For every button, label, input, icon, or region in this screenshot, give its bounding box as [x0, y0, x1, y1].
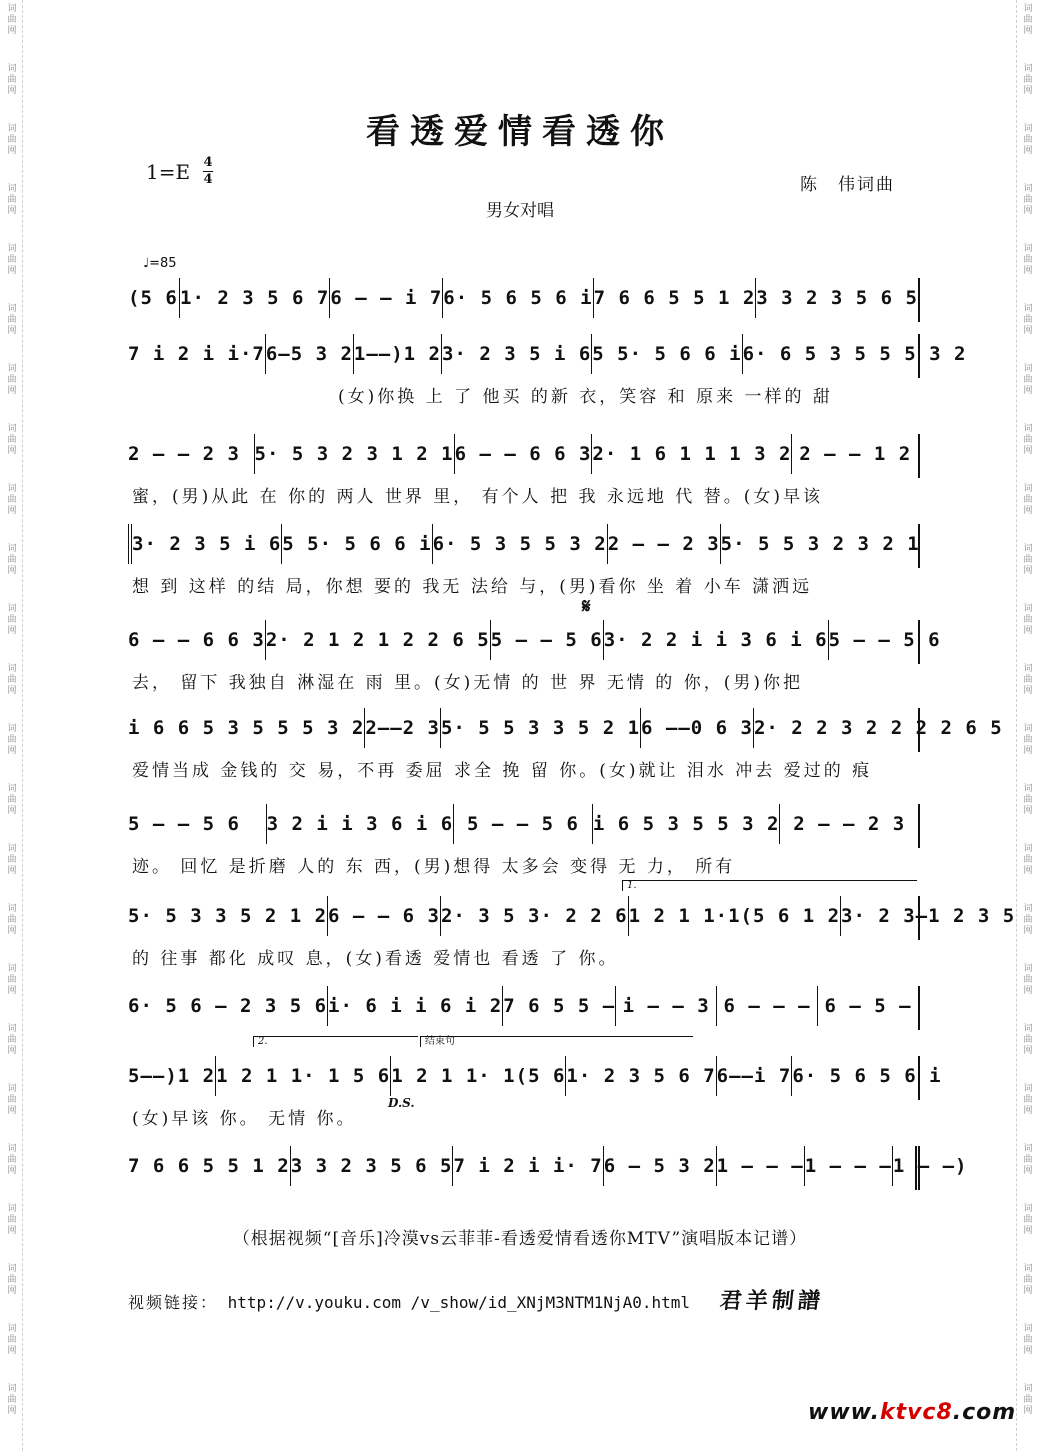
- measure: 2 – – 2 3: [779, 804, 918, 844]
- watermark-text: 词 曲 网: [7, 664, 17, 696]
- lyrics-line: (女)你换 上 了 他买 的新 衣，笑容 和 原来 一样的 甜: [338, 387, 833, 407]
- watermark-text: 词 曲 网: [7, 364, 17, 396]
- volta-first-ending: 1.: [622, 880, 917, 891]
- score-system: [128, 524, 920, 596]
- measure: 1· 2 3 5 6 7: [565, 1056, 715, 1096]
- watermark-text: 词 曲 网: [1023, 484, 1033, 516]
- watermark-text: 词 曲 网: [1023, 664, 1033, 696]
- video-link-label: 视频链接：: [128, 1293, 219, 1312]
- watermark-text: 词 曲 网: [1023, 604, 1033, 636]
- measure-row: [128, 434, 920, 478]
- dal-segno-mark: D.S.: [388, 1096, 415, 1110]
- measure: i – – 3: [615, 986, 716, 1026]
- measure: 3 3 2 3 5 6 5: [755, 278, 918, 318]
- watermark-text: 词 曲 网: [7, 604, 17, 636]
- watermark-text: 词 曲 网: [1023, 724, 1033, 756]
- measure: i 6 5 3 5 5 3 2: [592, 804, 780, 844]
- watermark-text: 词 曲 网: [7, 964, 17, 996]
- watermark-text: 词 曲 网: [1023, 1204, 1033, 1236]
- source-note: （根据视频“[音乐]冷漠vs云菲菲-看透爱情看透你MTV”演唱版本记谱）: [232, 1229, 808, 1249]
- watermark-text: 词 曲 网: [7, 1144, 17, 1176]
- watermark-text: 词 曲 网: [7, 304, 17, 336]
- watermark-text: 词 曲 网: [1023, 1024, 1033, 1056]
- watermark-text: 词 曲 网: [7, 784, 17, 816]
- score-system: [128, 708, 1003, 781]
- lyrics-line: 蜜，(男)从此 在 你的 两人 世界 里， 有个人 把 我 永远地 代 替。(女)早该: [132, 487, 823, 507]
- watermark-text: 词 曲 网: [7, 1384, 17, 1416]
- measure: 1 2 1 1· 1(5 6: [390, 1056, 565, 1096]
- lyrics-line: 爱情当成 金钱的 交 易，不再 委屈 求全 挽 留 你。(女)就让 泪水 冲去 爱过的 痕: [132, 761, 873, 781]
- watermark-text: 词 曲 网: [7, 844, 17, 876]
- lyrics-line: 去， 留下 我独自 淋湿在 雨 里。(女)无情 的 世 界 无情 的 你，(男)你把: [132, 673, 803, 693]
- tempo-marking: ♩=85: [143, 256, 177, 271]
- watermark-text: 词 曲 网: [1023, 184, 1033, 216]
- lyrics-line: (女)早该 你。 无情 你。: [132, 1109, 357, 1129]
- ending-phrase-label: 结束句: [420, 1036, 693, 1047]
- watermark-text: 词 曲 网: [7, 244, 17, 276]
- measure: 7 6 6 5 5 1 2: [128, 1155, 290, 1177]
- measure: 6 ––0 6 3: [640, 708, 753, 748]
- measure: (5 6: [128, 287, 178, 309]
- watermark-text: 词 曲 网: [1023, 244, 1033, 276]
- lyrics-line: 想 到 这样 的结 局，你想 要的 我无 法给 与，(男)看你 坐 着 小车 潇洒远: [132, 577, 813, 597]
- measure: 3· 2 3–1 2 3 5: [840, 896, 1015, 936]
- measure: 2 – – 1 2: [791, 434, 918, 474]
- lyrics-line: 迹。 回忆 是折磨 人的 东 西，(男)想得 太多会 变得 无 力， 所有: [132, 857, 736, 877]
- measure-row: [128, 524, 920, 568]
- watermark-text: 词 曲 网: [1023, 1324, 1033, 1356]
- watermark-text: 词 曲 网: [7, 1084, 17, 1116]
- score-system: [128, 804, 920, 876]
- measure: 6 – – 6 6 3: [454, 434, 592, 474]
- measure: i 6 6 5 3 5 5 5 3 2: [128, 717, 365, 739]
- watermark-text: 词 曲 网: [1023, 1084, 1033, 1116]
- measure-row: [128, 1146, 968, 1190]
- lyrics-line: [128, 1194, 920, 1218]
- watermark-text: 词 曲 网: [7, 904, 17, 936]
- measure: 2––2 3: [364, 708, 440, 748]
- volta-second-ending: 2.: [253, 1036, 418, 1047]
- watermark-text: 词 曲 网: [7, 1204, 17, 1236]
- measure: 5––)1 2: [128, 1065, 216, 1087]
- measure: 7 6 5 5 –: [502, 986, 615, 1026]
- watermark-text: 词 曲 网: [7, 1324, 17, 1356]
- watermark-text: 词 曲 网: [1023, 364, 1033, 396]
- measure: 1 2 1 1· 1 5 6: [215, 1056, 390, 1096]
- measure-row: [128, 986, 920, 1030]
- measure: 2· 1 6 1 1 1 3 2: [591, 434, 791, 474]
- watermark-text: 词 曲 网: [7, 724, 17, 756]
- measure: 6 – – 6 6 3: [128, 629, 265, 651]
- watermark-text: 词 曲 网: [1023, 964, 1033, 996]
- measure: 6· 6 5 3 5 5 5 3 2: [742, 334, 967, 374]
- measure: 6 – 5 3 2: [603, 1146, 716, 1186]
- measure: 1 – –): [892, 1146, 968, 1186]
- measure: i· 6 i i 6 i 2: [327, 986, 502, 1026]
- score-system: [128, 986, 920, 1058]
- measure: 5 – – 5 6: [453, 804, 592, 844]
- measure: 1 – – –: [804, 1146, 892, 1186]
- score-system: [128, 620, 941, 693]
- measure: 3· 2 2 i i 3 6 i 6: [603, 620, 828, 660]
- composer-credit: 陈 伟词曲: [800, 175, 895, 195]
- watermark-text: 词 曲 网: [7, 424, 17, 456]
- measure: 6· 5 6 5 6 i: [791, 1056, 941, 1096]
- score-system: [128, 1146, 968, 1218]
- measure-row: [128, 334, 967, 378]
- watermark-text: 词 曲 网: [1023, 1144, 1033, 1176]
- measure: 1 – – –: [716, 1146, 804, 1186]
- measure: 2 – – 2 3: [128, 443, 240, 465]
- measure: 5 – – 5 6: [490, 620, 603, 660]
- measure-row: [128, 804, 920, 848]
- measure: 7 i 2 i i· 7: [452, 1146, 602, 1186]
- measure: 3· 2 3 5 i 6: [128, 524, 281, 564]
- score-system: [128, 334, 967, 407]
- site-logo: www.ktvc8.com: [808, 1400, 1017, 1425]
- measure: 5 5· 5 6 6 i: [591, 334, 741, 374]
- score-system: [128, 1056, 942, 1129]
- score-system: [128, 896, 1016, 969]
- measure: 5· 5 3 3 5 2 1 2: [128, 905, 328, 927]
- watermark-text: 词 曲 网: [7, 484, 17, 516]
- measure: 5 – – 5 6: [828, 620, 941, 660]
- time-signature-bottom: 4: [203, 172, 213, 187]
- measure-row: [128, 278, 920, 322]
- measure: 2· 3 5 3· 2 2 6: [440, 896, 628, 936]
- watermark-text: 词 曲 网: [1023, 1384, 1033, 1416]
- singers-label: 男女对唱: [486, 201, 554, 221]
- measure: 5· 5 3 2 3 1 2 1: [254, 434, 454, 474]
- measure: 1 2 1 1·1(5 6 1 2: [628, 896, 840, 936]
- measure: 5 5· 5 6 6 i: [281, 524, 431, 564]
- measure: 6 – 5 –: [817, 986, 918, 1026]
- watermark-text: 词 曲 网: [7, 1024, 17, 1056]
- watermark-text: 词 曲 网: [1023, 4, 1033, 36]
- measure: 1· 2 3 5 6 7: [179, 278, 329, 318]
- measure: 5· 5 5 3 3 5 2 1: [440, 708, 640, 748]
- measure: 3 3 2 3 5 6 5: [290, 1146, 453, 1186]
- measure: 3· 2 3 5 i 6: [441, 334, 591, 374]
- watermark-text: 词 曲 网: [7, 1264, 17, 1296]
- key-signature: 1=E: [146, 160, 191, 184]
- measure: 7 6 6 5 5 1 2: [593, 278, 756, 318]
- measure-row: [128, 896, 1016, 940]
- measure: 6· 5 3 5 5 3 2: [432, 524, 607, 564]
- measure: 2 – – 2 3: [607, 524, 720, 564]
- watermark-text: 词 曲 网: [7, 4, 17, 36]
- song-title: 看透爱情看透你: [366, 112, 674, 152]
- watermark-text: 词 曲 网: [7, 64, 17, 96]
- watermark-text: 词 曲 网: [1023, 784, 1033, 816]
- watermark-text: 词 曲 网: [1023, 304, 1033, 336]
- watermark-text: 词 曲 网: [7, 184, 17, 216]
- measure: 5 – – 5 6: [128, 813, 240, 835]
- watermark-text: 词 曲 网: [1023, 544, 1033, 576]
- time-signature-top: 4: [203, 155, 213, 170]
- measure: 2· 2 2 3 2 2 2 2 6 5: [753, 708, 1003, 748]
- measure: 6· 5 6 5 6 i: [442, 278, 592, 318]
- watermark-text: 词 曲 网: [7, 544, 17, 576]
- measure: 1––)1 2: [353, 334, 441, 374]
- measure: 7 i 2 i i·7: [128, 343, 265, 365]
- lyrics-line: 的 往事 都化 成叹 息，(女)看透 爱情也 看透 了 你。: [132, 949, 619, 969]
- measure: 6 – – –: [716, 986, 817, 1026]
- measure: 3 2 i i 3 6 i 6: [266, 804, 454, 844]
- measure: 2· 2 1 2 1 2 2 6 5: [265, 620, 490, 660]
- measure-row: [128, 1056, 942, 1100]
- transcriber-signature: 君羊制譜: [718, 1288, 826, 1314]
- watermark-text: 词 曲 网: [1023, 424, 1033, 456]
- measure-row: [128, 620, 941, 664]
- watermark-text: 词 曲 网: [1023, 64, 1033, 96]
- watermark-text: 词 曲 网: [1023, 124, 1033, 156]
- watermark-text: 词 曲 网: [7, 124, 17, 156]
- measure: 6· 5 6 – 2 3 5 6: [128, 995, 328, 1017]
- measure: 6 – – 6 3: [327, 896, 440, 936]
- time-signature: [203, 156, 213, 187]
- video-link: [128, 1290, 690, 1313]
- measure: 6––i 7: [716, 1056, 792, 1096]
- video-link-url[interactable]: http://v.youku.com /v_show/id_XNjM3NTM1NjA0.html: [227, 1293, 691, 1312]
- score-system: [128, 434, 920, 506]
- measure: 5· 5 5 3 2 3 2 1: [720, 524, 920, 564]
- measure: 6–5 3 2: [265, 334, 353, 374]
- measure: 6 – – i 7: [329, 278, 442, 318]
- segno-sign: 𝄋: [582, 594, 591, 618]
- watermark-text: 词 曲 网: [1023, 1264, 1033, 1296]
- watermark-text: 词 曲 网: [1023, 844, 1033, 876]
- measure-row: [128, 708, 1003, 752]
- watermark-text: 词 曲 网: [1023, 904, 1033, 936]
